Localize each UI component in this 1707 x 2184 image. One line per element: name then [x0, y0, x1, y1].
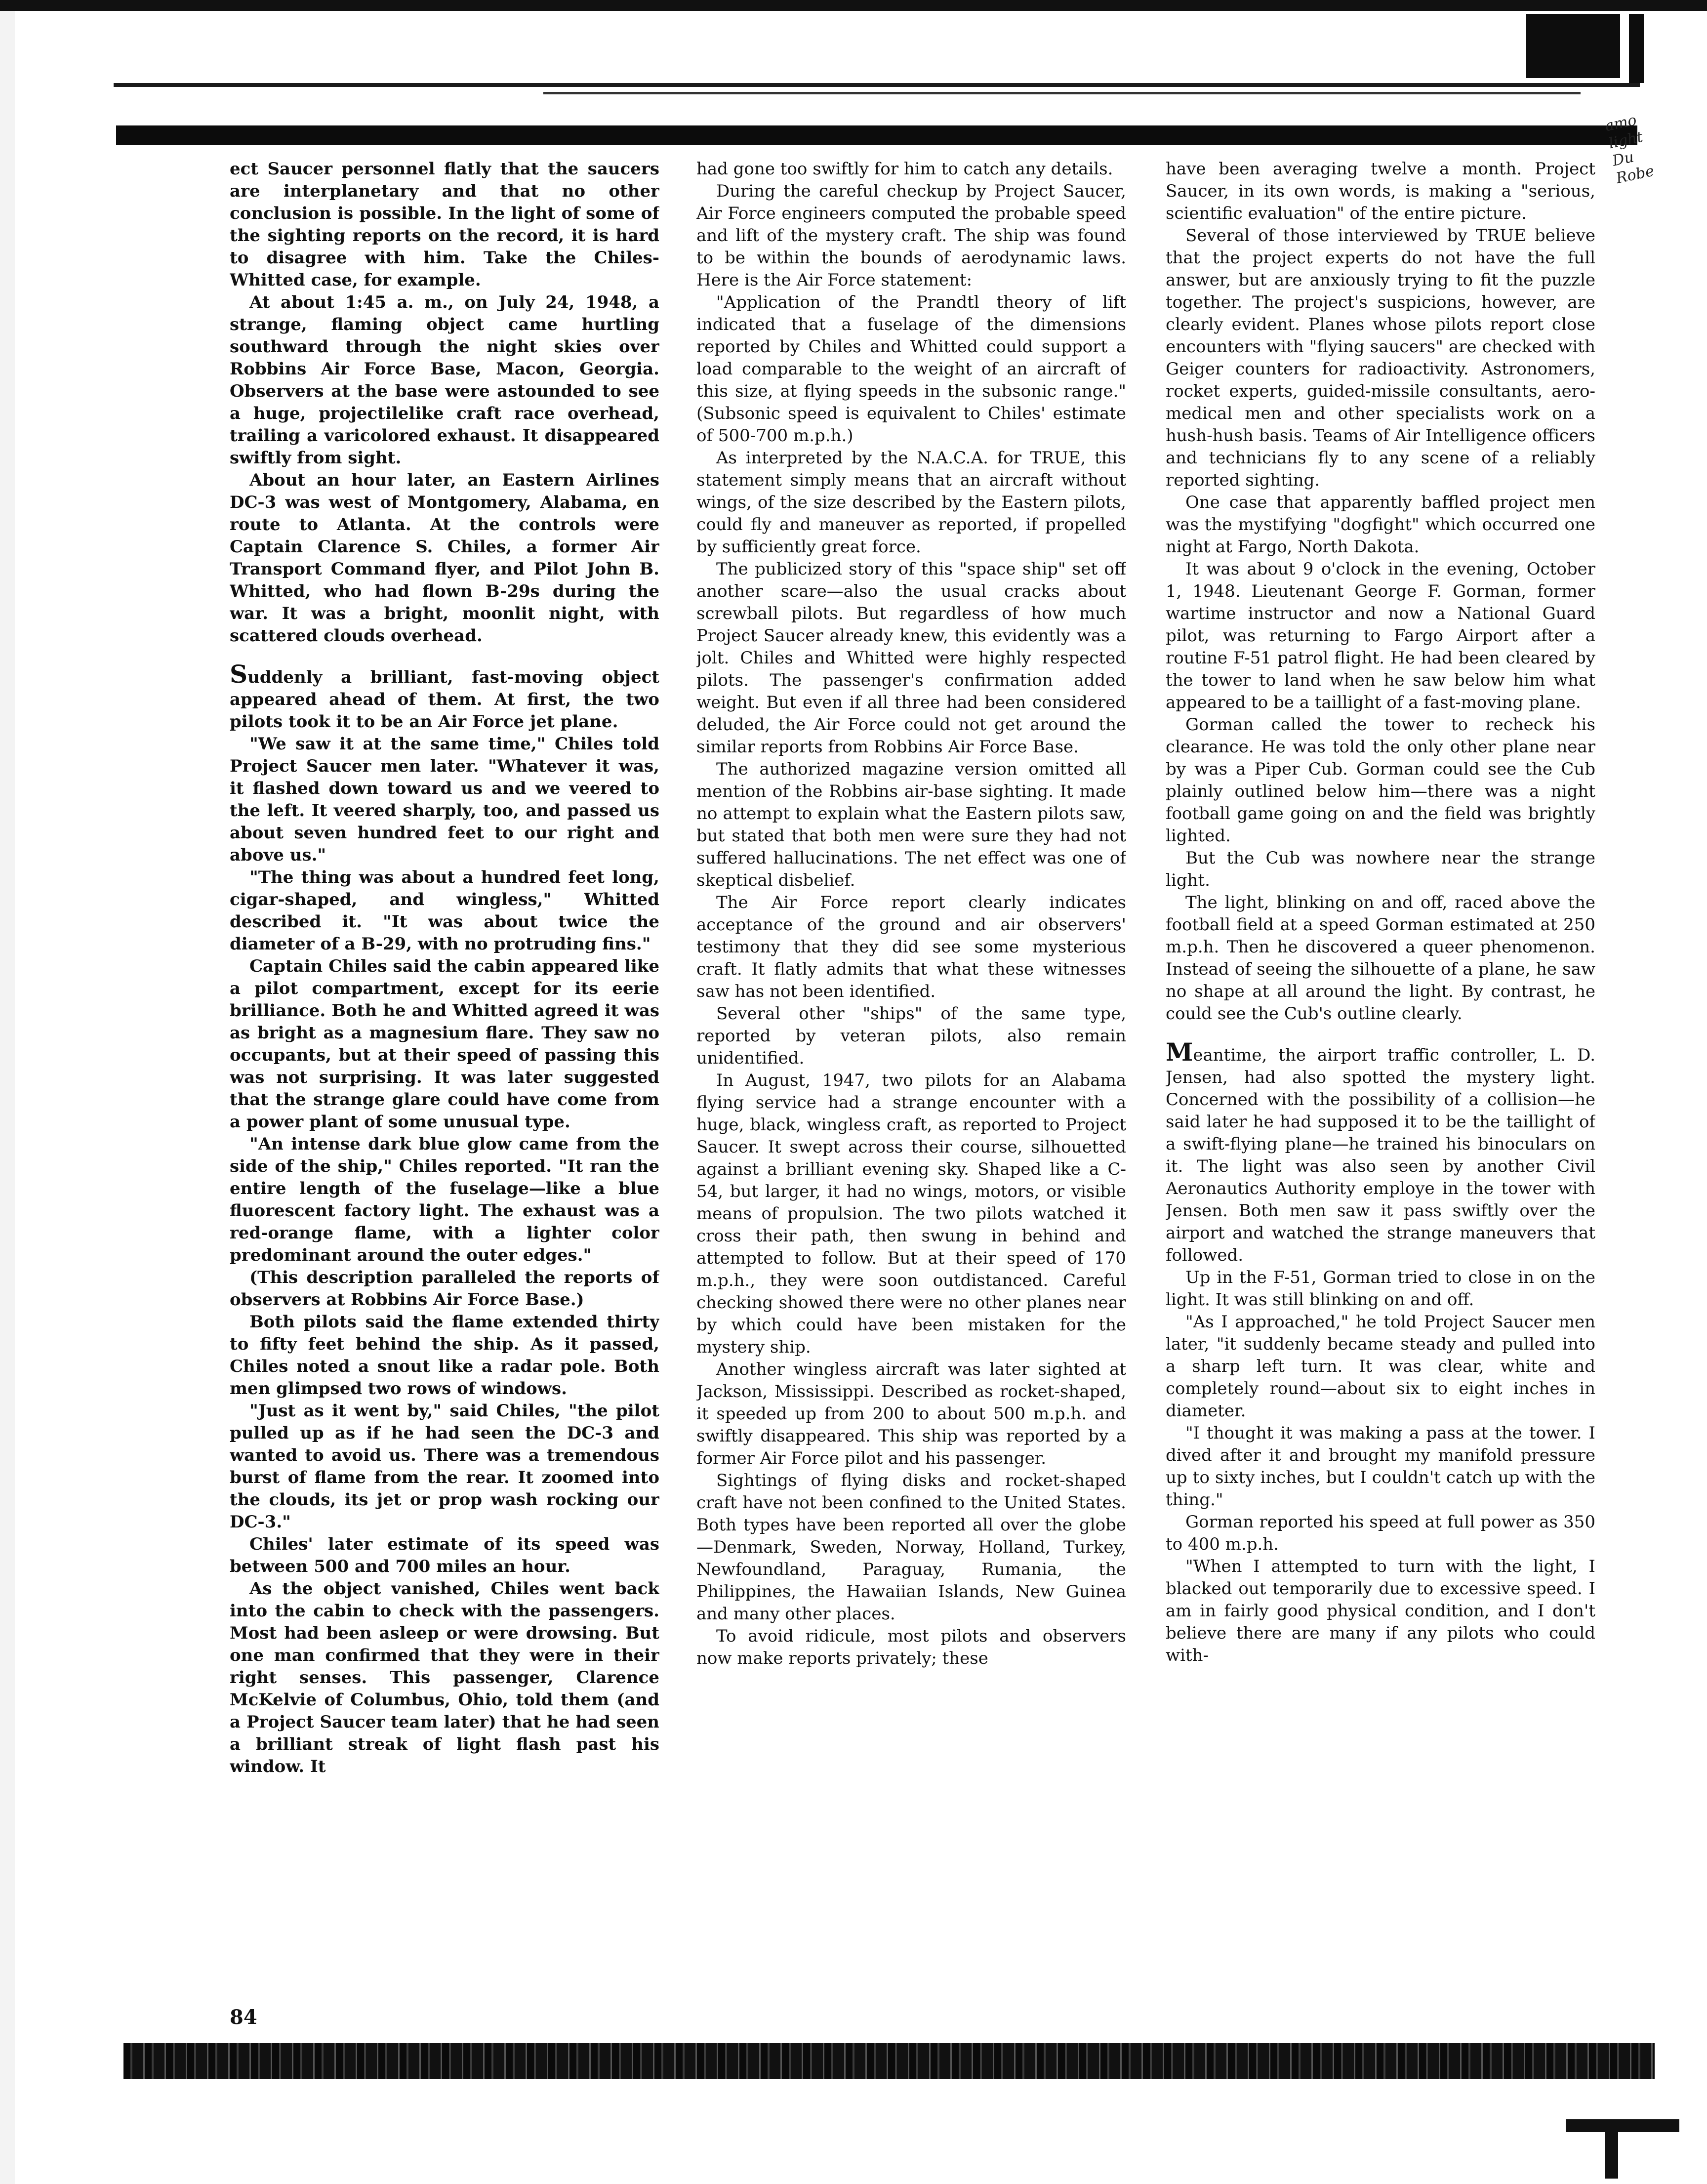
paragraph-text: Captain Chiles said the cabin appeared like a pilot compartment, except for its eerie brilliance. Both he and Whitted agreed it was as bright as a magnesium flare. They saw no occupants, but at their speed of passing this was not surprising. It was later suggested that the strange glare could have come from a power plant of some unusual type. [230, 956, 659, 1132]
paragraph-text: Several other "ships" of the same type, reported by veteran pilots, also remain unidentified. [696, 1004, 1126, 1068]
article-paragraph [696, 892, 1126, 1003]
article-column-3 [1166, 158, 1595, 2001]
paragraph-text: The publicized story of this "space ship" set off another scare—also the usual cracks about screwball pilots. But regardless of how much Project Saucer already knew, this evidently was a jolt. Chiles and Whitted were highly respected pilots. The passenger's confirmation added weight. But even if all three had been considered deluded, the Air Force could not get around the similar reports from Robbins Air Force Base. [696, 559, 1126, 757]
scan-corner-mark [1629, 14, 1644, 83]
paragraph-text: eantime, the airport traffic controller, L. D. Jensen, had also spotted the mystery light. Concerned with the possibility of a collision—he said later he had supposed it to be the taillight of a swift-flying plane—he trained his binoculars on it. The light was also seen by another Civil Aeronautics Authority employe in the tower with Jensen. Both men saw it pass swiftly over the airport and watched the strange maneuvers that followed. [1166, 1045, 1595, 1265]
scan-edge-left [0, 11, 15, 2184]
article-paragraph [696, 558, 1126, 758]
article-paragraph [230, 659, 659, 733]
article-paragraph [230, 733, 659, 866]
article-paragraph [1166, 1037, 1595, 1267]
article-paragraph [230, 158, 659, 291]
paragraph-text: Gorman reported his speed at full power as 350 to 400 m.p.h. [1166, 1512, 1595, 1554]
paragraph-text: "Just as it went by," said Chiles, "the pilot pulled up as if he had seen the DC-3 and wanted to avoid us. There was a tremendous burst of flame from the rear. It zoomed into the clouds, its jet or prop wash rocking our DC-3." [230, 1401, 659, 1532]
article-paragraph [230, 291, 659, 469]
article-paragraph [230, 955, 659, 1133]
article-paragraph [1166, 1311, 1595, 1422]
article-paragraph [1166, 492, 1595, 558]
header-band [116, 125, 1637, 145]
paragraph-text: In August, 1947, two pilots for an Alabama flying service had a strange encounter with a huge, black, wingless craft, as reported to Project Saucer. It swept across their course, silhouetted against a brilliant evening sky. Shaped like a C-54, but larger, it had no wings, motors, or visible means of propulsion. The two pilots watched it cross their path, then swung in behind and attempted to follow. But at their speed of 170 m.p.h., they were soon outdistanced. Careful checking showed there were no other planes near by which could have been mistaken for the mystery ship. [696, 1071, 1126, 1357]
paragraph-text: Several of those interviewed by TRUE believe that the project experts do not have the full answer, but are anxiously trying to fit the puzzle together. The project's suspicions, however, are clearly evident. Planes whose pilots report close encounters with "flying saucers" are checked with Geiger counters for radioactivity. Astronomers, rocket experts, guided-missile consultants, aero-medical men and other specialists work on a hush-hush basis. Teams of Air Intelligence officers and technicians fly to any scene of a reliably reported sighting. [1166, 226, 1595, 490]
paragraph-text: Up in the F-51, Gorman tried to close in on the light. It was still blinking on and off. [1166, 1268, 1595, 1310]
article-paragraph [696, 291, 1126, 447]
article-paragraph [696, 447, 1126, 558]
paragraph-text: Chiles' later estimate of its speed was between 500 and 700 miles an hour. [230, 1534, 659, 1576]
paragraph-text: ect Saucer personnel flatly that the saucers are interplanetary and that no other conclusion is possible. In the light of some of the sighting reports on the record, it is hard to disagree with him. Take the Chiles-Whitted case, for example. [230, 159, 659, 290]
article-paragraph [1166, 225, 1595, 492]
article-paragraph [230, 866, 659, 955]
paragraph-text: At about 1:45 a. m., on July 24, 1948, a strange, flaming object came hurtling southward through the night skies over Robbins Air Force Base, Macon, Georgia. Observers at the base were astounded to see a huge, projectilelike craft race overhead, trailing a varicolored exhaust. It disappeared swiftly from sight. [230, 292, 659, 468]
paragraph-text: Sightings of flying disks and rocket-shaped craft have not been confined to the United States. Both types have been reported all over the globe—Denmark, Sweden, Norway, Holland, Turkey, Newfoundland, Paraguay, Rumania, the Philippines, the Hawaiian Islands, New Guinea and many other places. [696, 1471, 1126, 1624]
article-column-1 [230, 158, 659, 2001]
paragraph-text: "As I approached," he told Project Saucer men later, "it suddenly became steady and pulled into a sharp left turn. It was clear, white and completely round—about six to eight inches in diameter. [1166, 1312, 1595, 1421]
paragraph-text: "An intense dark blue glow came from the side of the ship," Chiles reported. "It ran the entire length of the fuselage—like a blue fluorescent factory light. The exhaust was a red-orange flame, with a lighter color predominant around the outer edges." [230, 1134, 659, 1265]
top-rule [114, 83, 1640, 87]
paragraph-text: To avoid ridicule, most pilots and observers now make reports privately; these [696, 1626, 1126, 1668]
paragraph-text: But the Cub was nowhere near the strange light. [1166, 848, 1595, 890]
paragraph-text: As the object vanished, Chiles went back into the cabin to check with the passengers. Most had been asleep or were drowsing. But one man confirmed that they were in their right senses. This passenger, Clarence McKelvie of Columbus, Ohio, told them (and a Project Saucer team later) that he had seen a brilliant streak of light flash past his window. It [230, 1579, 659, 1776]
article-paragraph [696, 1625, 1126, 1670]
article-paragraph [696, 1359, 1126, 1470]
paragraph-text: "I thought it was making a pass at the tower. I dived after it and brought my manifold pressure up to sixty inches, but I couldn't catch up with the thing." [1166, 1423, 1595, 1510]
paragraph-text: Gorman called the tower to recheck his clearance. He was told the only other plane near by was a Piper Cub. Gorman could see the Cub plainly outlined below him—there was a night football game going on and the field was brightly lighted. [1166, 715, 1595, 846]
article-paragraph [230, 1267, 659, 1311]
paragraph-text: It was about 9 o'clock in the evening, October 1, 1948. Lieutenant George F. Gorman, former wartime instructor and now a National Guard pilot, was returning to Fargo Airport after a routine F-51 patrol flight. He had been cleared by the tower to land when he saw below him what appeared to be a taillight of a fast-moving plane. [1166, 559, 1595, 712]
article-paragraph [696, 1070, 1126, 1359]
article-paragraph [1166, 1511, 1595, 1556]
article-paragraph [1166, 892, 1595, 1025]
article-paragraph [230, 1533, 659, 1578]
article-paragraph [1166, 714, 1595, 847]
paragraph-text: As interpreted by the N.A.C.A. for TRUE, this statement simply means that an aircraft without wings, of the size described by the Eastern pilots, could fly and maneuver as reported, if propelled by sufficiently great force. [696, 448, 1126, 557]
article-paragraph [1166, 1267, 1595, 1311]
article-paragraph [230, 1578, 659, 1778]
article-paragraph [230, 1133, 659, 1267]
article-paragraph [1166, 1556, 1595, 1667]
paragraph-text: The Air Force report clearly indicates acceptance of the ground and air observers' testimony that they did see some mysterious craft. It flatly admits that what these witnesses saw has not been identified. [696, 893, 1126, 1001]
scan-corner-mark [1566, 2119, 1679, 2132]
paragraph-text: About an hour later, an Eastern Airlines DC-3 was west of Montgomery, Alabama, en route to Atlanta. At the controls were Captain Clarence S. Chiles, a former Air Transport Command flyer, and Pilot John B. Whitted, who had flown B-29s during the war. It was a bright, moonlit night, with scattered clouds overhead. [230, 470, 659, 646]
paragraph-text: "Application of the Prandtl theory of lift indicated that a fuselage of the dimensions reported by Chiles and Whitted could support a load comparable to the weight of an aircraft of this size, at flying speeds in the subsonic range." (Subsonic speed is equivalent to Chiles' estimate of 500-700 m.p.h.) [696, 292, 1126, 446]
scan-corner-mark [1605, 2119, 1618, 2179]
paragraph-text: have been averaging twelve a month. Project Saucer, in its own words, is making a "serious, scientific evaluation" of the entire picture. [1166, 159, 1595, 223]
drop-cap: S [230, 659, 248, 689]
paragraph-text: "When I attempted to turn with the light, I blacked out temporarily due to excessive speed. I am in fairly good physical condition, and I don't believe there are many if any pilots who could with- [1166, 1557, 1595, 1665]
article-paragraph [230, 1400, 659, 1533]
paragraph-text: had gone too swiftly for him to catch any details. [696, 159, 1113, 179]
article-paragraph [230, 1311, 659, 1400]
article-column-2 [696, 158, 1126, 2001]
drop-cap: M [1166, 1037, 1193, 1067]
paragraph-text: "We saw it at the same time," Chiles told Project Saucer men later. "Whatever it was, it flashed down toward us and we veered to the left. It veered sharply, too, and passed us about seven hundred feet to our right and above us." [230, 734, 659, 865]
margin-note: amo light Du Robe [1603, 111, 1656, 187]
article-paragraph [1166, 1422, 1595, 1511]
paragraph-text: During the careful checkup by Project Saucer, Air Force engineers computed the probable speed and lift of the mystery craft. The ship was found to be within the bounds of aerodynamic laws. Here is the Air Force statement: [696, 181, 1126, 290]
top-rule [543, 92, 1581, 94]
paragraph-text: The authorized magazine version omitted all mention of the Robbins air-base sighting. It made no attempt to explain what the Eastern pilots saw, but stated that both men were sure they had not suffered hallucinations. The net effect was one of skeptical disbelief. [696, 759, 1126, 890]
paragraph-text: uddenly a brilliant, fast-moving object appeared ahead of them. At first, the two pilots took it to be an Air Force jet plane. [230, 667, 659, 732]
article-paragraph [230, 469, 659, 647]
scan-corner-mark [1526, 14, 1620, 78]
footer-band [123, 2043, 1655, 2079]
paragraph-text: The light, blinking on and off, raced above the football field at a speed Gorman estimated at 250 m.p.h. Then he discovered a queer phenomenon. Instead of seeing the silhouette of a plane, he saw no shape at all around the light. By contrast, he could see the Cub's outline clearly. [1166, 893, 1595, 1024]
paragraph-text: Both pilots said the flame extended thirty to fifty feet behind the ship. As it passed, Chiles noted a snout like a radar pole. Both men glimpsed two rows of windows. [230, 1312, 659, 1399]
scan-edge-top [0, 0, 1707, 11]
paragraph-text: "The thing was about a hundred feet long, cigar-shaped, and wingless," Whitted described it. "It was about twice the diameter of a B-29, with no protruding fins." [230, 867, 659, 954]
article-paragraph [696, 1003, 1126, 1070]
paragraph-text: One case that apparently baffled project men was the mystifying "dogfight" which occurred one night at Fargo, North Dakota. [1166, 493, 1595, 557]
paragraph-text: Another wingless aircraft was later sighted at Jackson, Mississippi. Described as rocket-shaped, it speeded up from 200 to about 500 m.p.h. and swiftly disappeared. This ship was reported by a former Air Force pilot and his passenger. [696, 1360, 1126, 1468]
paragraph-text: (This description paralleled the reports of observers at Robbins Air Force Base.) [230, 1268, 659, 1310]
article-paragraph [1166, 847, 1595, 892]
page-number: 84 [230, 2006, 257, 2029]
article-paragraph [696, 180, 1126, 291]
article-paragraph [1166, 158, 1595, 225]
article-paragraph [696, 758, 1126, 892]
article-paragraph [1166, 558, 1595, 714]
article-paragraph [696, 158, 1126, 180]
article-paragraph [696, 1470, 1126, 1625]
